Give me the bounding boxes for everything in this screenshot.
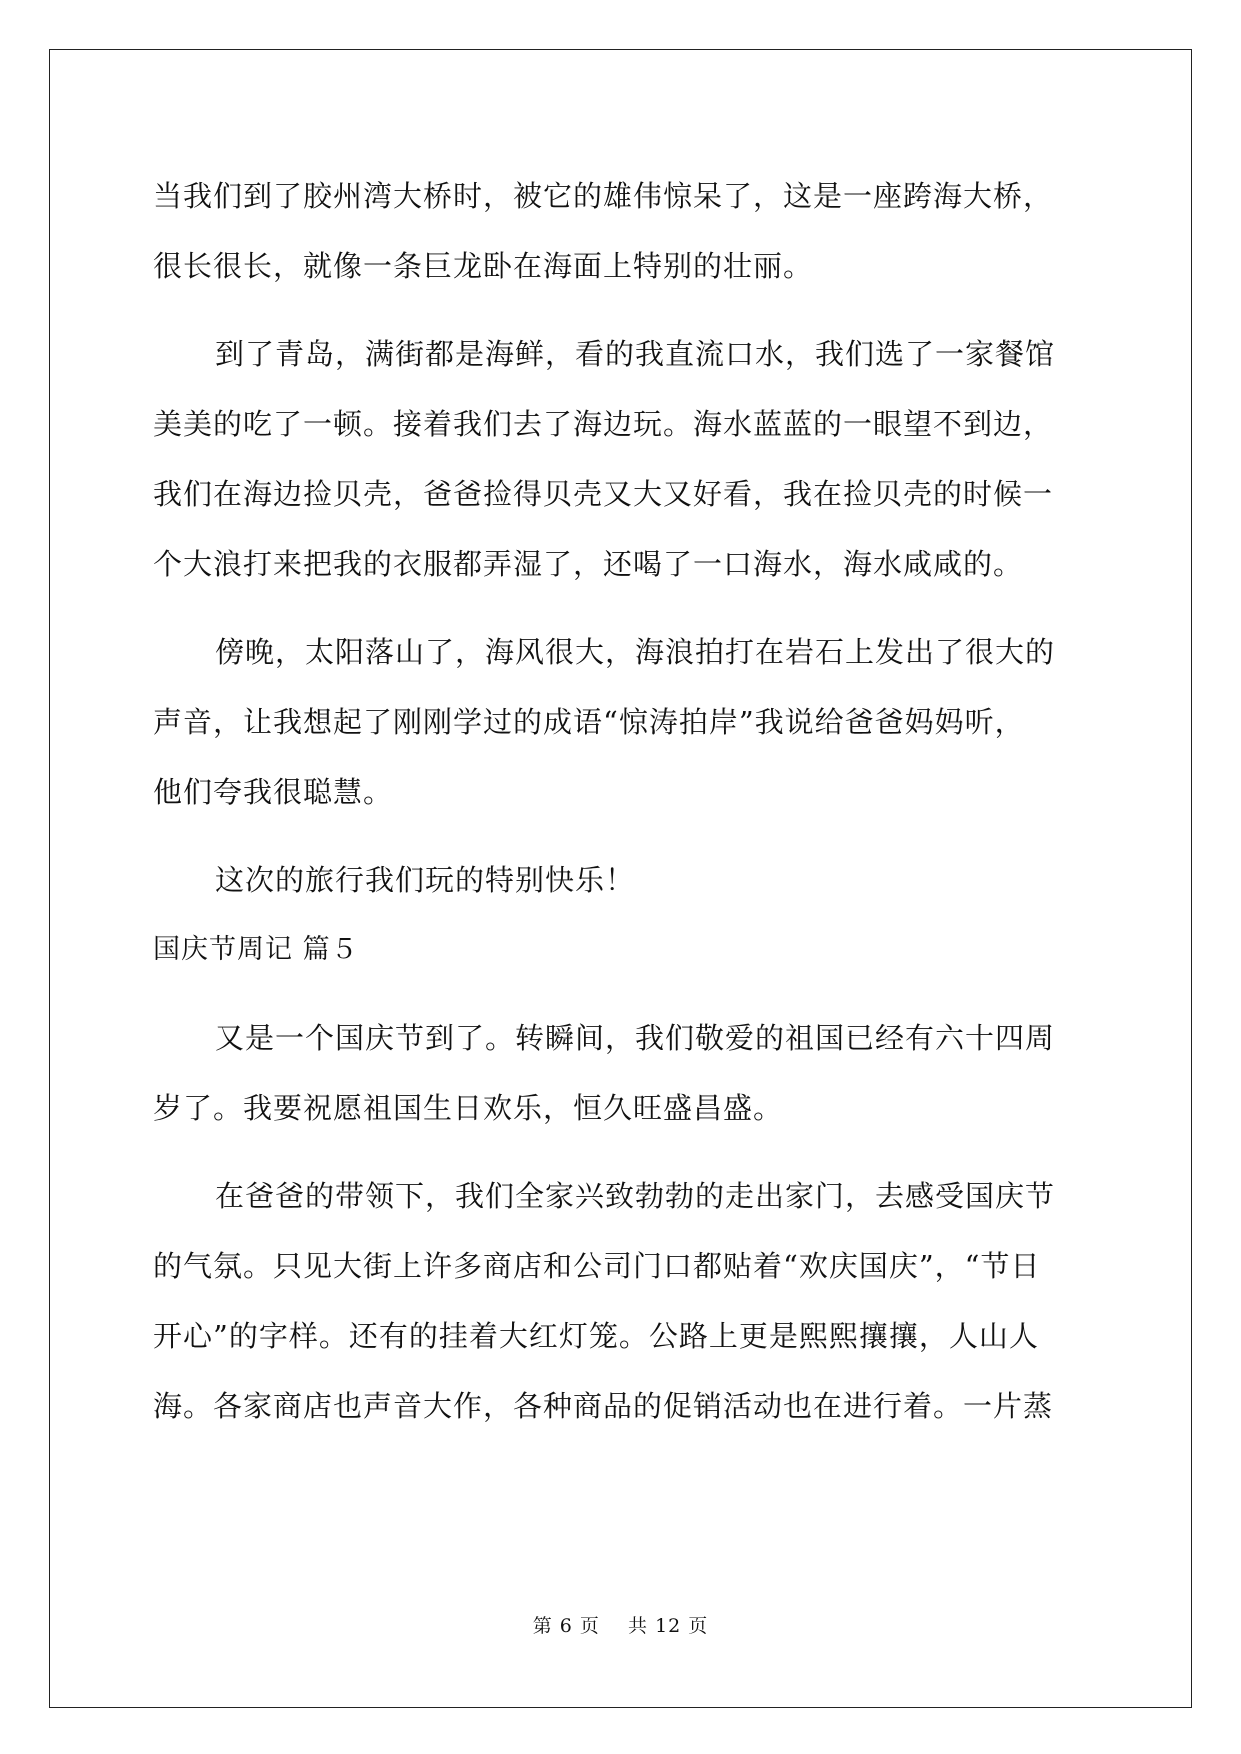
text-line: 在爸爸的带领下，我们全家兴致勃勃的走出家门，去感受国庆节 <box>215 1179 1056 1213</box>
text-line: 美美的吃了一顿。接着我们去了海边玩。海水蓝蓝的一眼望不到边， <box>153 407 1054 441</box>
text-line: 又是一个国庆节到了。转瞬间，我们敬爱的祖国已经有六十四周 <box>215 1021 1056 1055</box>
text-line: 到了青岛，满街都是海鲜，看的我直流口水，我们选了一家餐馆 <box>215 337 1056 371</box>
text-line: 我们在海边捡贝壳，爸爸捡得贝壳又大又好看，我在捡贝壳的时候一 <box>153 477 1054 511</box>
text-line: 的气氛。只见大街上许多商店和公司门口都贴着“欢庆国庆”，“节日 <box>153 1249 1041 1283</box>
page-footer <box>0 1611 1241 1638</box>
text-line: 当我们到了胶州湾大桥时，被它的雄伟惊呆了，这是一座跨海大桥， <box>153 179 1054 213</box>
text-line: 很长很长，就像一条巨龙卧在海面上特别的壮丽。 <box>153 249 814 283</box>
text-line: 他们夸我很聪慧。 <box>153 775 394 809</box>
section-heading: 国庆节周记 篇５ <box>153 934 359 965</box>
text-line: 个大浪打来把我的衣服都弄湿了，还喝了一口海水，海水咸咸的。 <box>153 547 1024 581</box>
page-number: 第 6 页 共 12 页 <box>532 1615 709 1637</box>
text-line: 傍晚，太阳落山了，海风很大，海浪拍打在岩石上发出了很大的 <box>215 635 1056 669</box>
text-line: 声音，让我想起了刚刚学过的成语“惊涛拍岸”我说给爸爸妈妈听， <box>153 705 1025 739</box>
text-line: 海。各家商店也声音大作，各种商品的促销活动也在进行着。一片蒸 <box>153 1389 1054 1423</box>
text-line: 岁了。我要祝愿祖国生日欢乐，恒久旺盛昌盛。 <box>153 1091 784 1125</box>
text-line: 这次的旅行我们玩的特别快乐！ <box>215 863 636 897</box>
text-line: 开心”的字样。还有的挂着大红灯笼。公路上更是熙熙攘攘，人山人 <box>153 1319 1039 1353</box>
